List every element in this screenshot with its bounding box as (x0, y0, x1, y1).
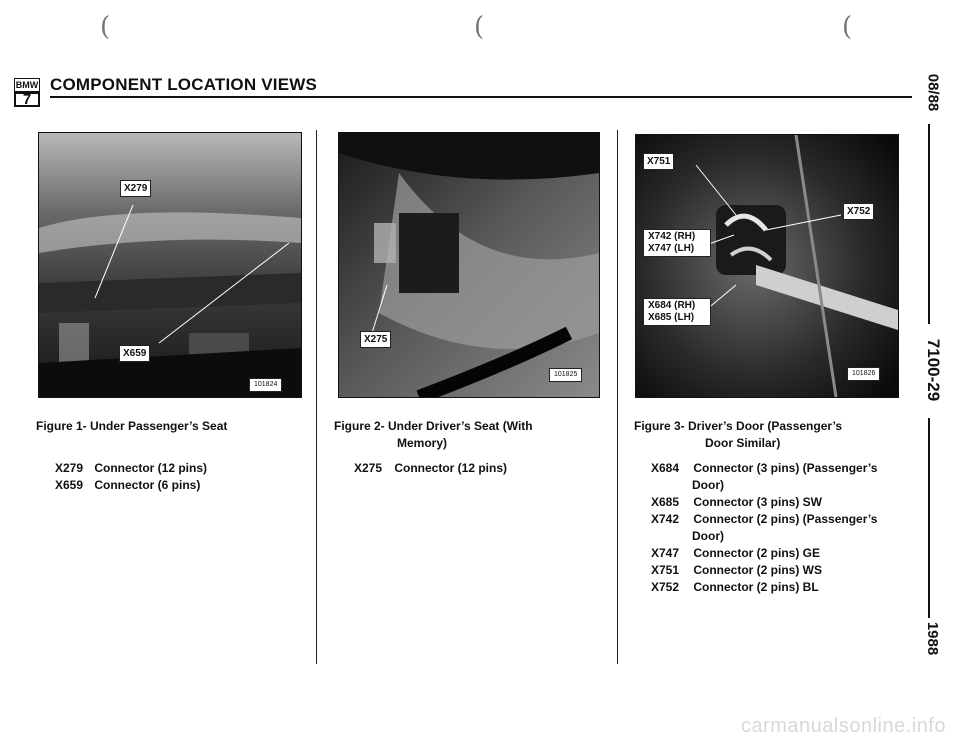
item-text: Connector (2 pins) WS (693, 563, 823, 577)
item-code: X684 (651, 461, 680, 475)
item-text: Connector (2 pins) BL (693, 580, 819, 594)
scan-mark: ( (842, 12, 853, 42)
page-title: COMPONENT LOCATION VIEWS (50, 75, 318, 94)
column-divider (316, 130, 317, 664)
item-text: Connector (3 pins) SW (693, 495, 823, 509)
callout-x751: X751 (643, 153, 674, 170)
item-code: X752 (651, 580, 680, 594)
list-item (651, 545, 820, 562)
column-divider (617, 130, 618, 664)
item-code: X659 (55, 478, 84, 492)
list-item (651, 460, 877, 494)
callout-x742: X742 (RH) (648, 231, 696, 242)
side-rule (928, 418, 930, 618)
list-item (651, 511, 877, 545)
callout-x747: X747 (LH) (648, 243, 695, 254)
item-code: X275 (354, 461, 383, 475)
callout-x752: X752 (843, 203, 874, 220)
item-text: Connector (3 pins) (Passenger’s (693, 461, 878, 475)
callout-x685: X685 (LH) (648, 312, 695, 323)
figure-2-caption-line1: Figure 2- Under Driver’s Seat (With (334, 419, 533, 433)
header-rule (50, 96, 912, 98)
item-text-cont: Door) (692, 529, 724, 543)
list-item (651, 579, 819, 596)
callout-x684-x685 (643, 298, 711, 326)
photo-number: 101824 (249, 378, 282, 392)
scan-mark: ( (100, 12, 111, 42)
item-text: Connector (2 pins) GE (693, 546, 821, 560)
figure-1-photo (38, 132, 302, 398)
scan-mark: ( (474, 12, 485, 42)
side-year: 1988 (924, 621, 942, 656)
item-text: Connector (12 pins) (394, 461, 508, 475)
figure-2-caption-line2: Memory) (397, 436, 448, 450)
figure-3-caption (634, 418, 842, 452)
item-code: X279 (55, 461, 84, 475)
item-code: X747 (651, 546, 680, 560)
callout-x279: X279 (120, 180, 151, 197)
bmw-7-logo (14, 78, 40, 108)
item-code: X742 (651, 512, 680, 526)
figure-1-caption: Figure 1- Under Passenger’s Seat (36, 419, 228, 433)
figure-3-caption-line1: Figure 3- Driver’s Door (Passenger’s (634, 419, 843, 433)
figure-2-photo (338, 132, 600, 398)
logo-brand: BMW (15, 80, 39, 90)
side-date: 08/88 (924, 73, 942, 112)
item-text: Connector (12 pins) (94, 461, 208, 475)
side-rule (928, 124, 930, 324)
list-item (55, 460, 207, 477)
figure-2-caption (334, 418, 533, 452)
figure-3-caption-line2: Door Similar) (705, 436, 781, 450)
photo-number: 101826 (847, 367, 880, 381)
callout-x275: X275 (360, 331, 391, 348)
callout-x684: X684 (RH) (648, 300, 696, 311)
list-item (651, 494, 822, 511)
logo-series: 7 (14, 92, 40, 107)
item-text: Connector (6 pins) (94, 478, 201, 492)
list-item (55, 477, 200, 494)
list-item (354, 460, 507, 477)
watermark-text: carmanualsonline.info (740, 715, 946, 737)
photo-number: 101825 (549, 368, 582, 382)
item-code: X685 (651, 495, 680, 509)
list-item (651, 562, 822, 579)
side-page-number: 7100-29 (924, 338, 944, 402)
item-text: Connector (2 pins) (Passenger’s (693, 512, 878, 526)
callout-x659: X659 (119, 345, 150, 362)
figure-3-photo (635, 134, 899, 398)
item-code: X751 (651, 563, 680, 577)
callout-x742-x747 (643, 229, 711, 257)
item-text-cont: Door) (692, 478, 724, 492)
